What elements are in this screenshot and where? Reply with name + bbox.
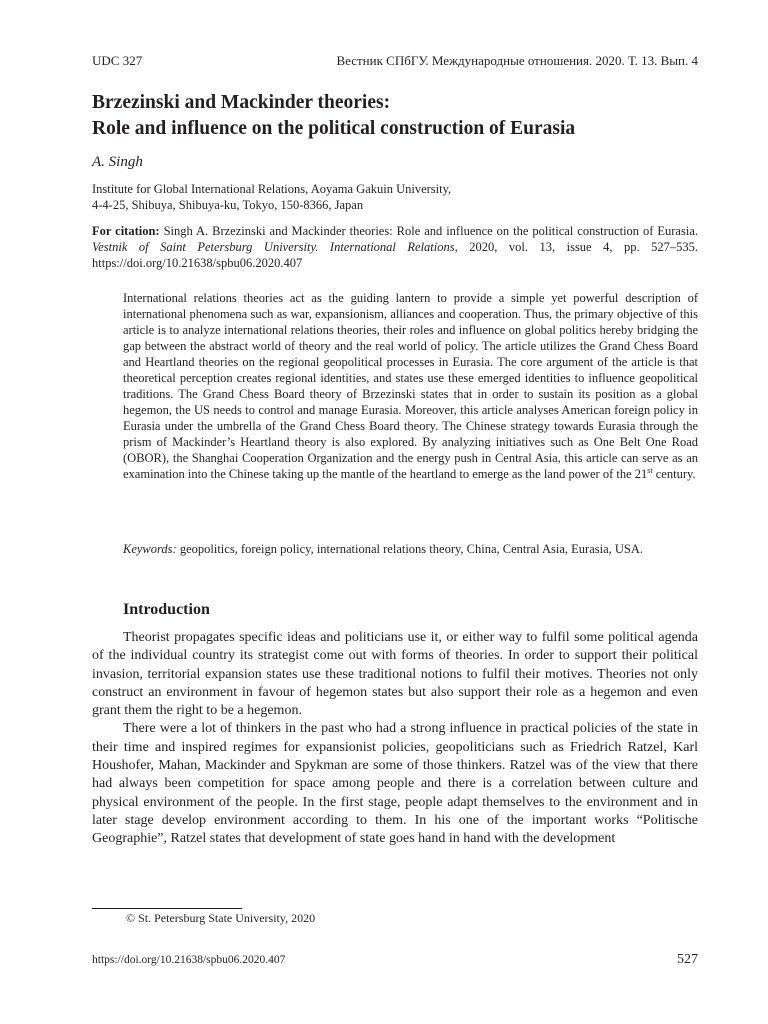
paragraph-2: There were a lot of thinkers in the past who had a strong influence in practical policies of the state in their time and inspired regimes for expansionist policies, geopoliticians such as Friedrich Ratzel, Karl Houshofer, Mahan, Mackinder and Spykman are some of those thinkers. Ratzel was of the view that there had always been competition for space among people and there is a correlation between culture and physical environment of the people. In the first stage, people adapt themselves to the environment and in later stage develop environment according to them. In his one of the important works “Politische Geographie”, Ratzel states that development of state goes hand in hand with the development [92,721,698,847]
abstract [123,290,698,482]
citation-details: , 2020, vol. 13, issue 4, pp. 527–535. https://doi.org/10.21638/spbu06.2020.407 [92,240,698,270]
affiliation [92,181,451,213]
affiliation-line-2: 4-4-25, Shibuya, Shibuya-ku, Tokyo, 150-8366, Japan [92,198,364,212]
citation-text: Singh A. Brzezinski and Mackinder theories: Role and influence on the political construction of Eurasia. [159,224,698,238]
keywords [123,541,698,557]
section-heading: Introduction [123,601,210,618]
page-number: 527 [677,952,698,967]
citation-journal: Vestnik of Saint Petersburg University. International Relations [92,240,455,254]
keywords-label: Keywords: [123,542,177,556]
body-text [92,629,698,849]
abstract-superscript: st [647,465,653,475]
citation-label: For citation: [92,224,160,238]
title-line-1: Brzezinski and Mackinder theories: [92,92,391,113]
copyright-footnote: © St. Petersburg State University, 2020 [126,911,316,925]
affiliation-line-1: Institute for Global International Relations, Aoyama Gakuin University, [92,182,452,196]
journal-reference: Вестник СПбГУ. Международные отношения. 2020. Т. 13. Вып. 4 [336,53,698,68]
abstract-text: International relations theories act as the guiding lantern to provide a simple yet powerful description of international phenomena such as war, expansionism, alliances and cooperation. Thus, the primary objective of this article is to analyze international relations theories, their roles and influence on global politics hereby bridging the gap between the abstract world of theory and the real world of policy. The article utilizes the Grand Chess Board and Heartland theories on the regional geopolitical processes in Eurasia. The core argument of the article is that theoretical perception creates regional identities, and states use these emerged identities to influence geopolitical traditions. The Grand Chess Board theory of Brzezinski states that in order to sustain its position as a global hegemon, the US needs to control and manage Eurasia. Moreover, this article analyses American foreign policy in Eurasia under the umbrella of the Grand Chess Board theory. The Chinese strategy towards Eurasia through the prism of Mackinder’s Heartland theory is also explored. By analyzing initiatives such as One Belt One Road (OBOR), the Shanghai Cooperation Organization and the energy push in Central Asia, this article can serve as an examination into the Chinese taking up the mantle of the heartland to emerge as the land power of the 21 [123,291,698,481]
article-title [92,90,708,142]
keywords-text: geopolitics, foreign policy, international relations theory, China, Central Asia, Eurasia, USA. [176,542,644,556]
udc-code: UDC 327 [92,53,143,68]
paragraph-1: Theorist propagates specific ideas and politicians use it, or either way to fulfil some political agenda of the individual country its strategist come out with forms of theories. In order to support their political invasion, territorial expansion states use these traditional notions to fulfil their motives. Theories not only construct an environment in favour of hegemon states but also support their role as a hegemon and even grant them the right to be a hegemon. [92,630,698,719]
author-name: A. Singh [92,154,143,170]
footer-doi-link[interactable]: https://doi.org/10.21638/spbu06.2020.407 [92,954,286,966]
footnote-divider [92,908,242,909]
running-header [92,53,698,69]
abstract-end: century. [652,467,696,481]
citation-block [92,223,698,271]
title-line-2: Role and influence on the political construction of Eurasia [92,118,576,139]
